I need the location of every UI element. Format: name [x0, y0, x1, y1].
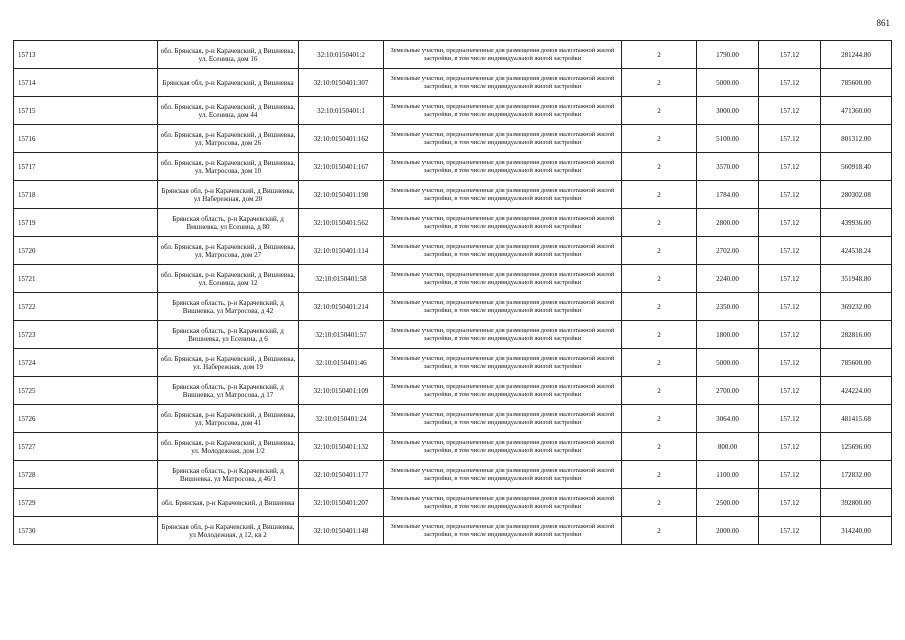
- row-land-use: Земельные участки, предназначенные для размещения домов малоэтажной жилой застройки, в том числе индивидуальной жилой застройки: [384, 321, 622, 349]
- row-cadastral-number: 32:10:0150401:57: [299, 321, 384, 349]
- row-cadastral-number: 32:10:0150401:132: [299, 433, 384, 461]
- row-group: 2: [622, 181, 697, 209]
- row-area: 2500.00: [697, 489, 759, 517]
- row-rate: 157.12: [759, 97, 821, 125]
- row-cadastral-value: 424224.00: [821, 377, 892, 405]
- row-rate: 157.12: [759, 181, 821, 209]
- row-land-use: Земельные участки, предназначенные для размещения домов малоэтажной жилой застройки, в том числе индивидуальной жилой застройки: [384, 349, 622, 377]
- row-cadastral-value: 439936.00: [821, 209, 892, 237]
- row-id: 15718: [14, 181, 158, 209]
- row-cadastral-number: 32:10:0150401:214: [299, 293, 384, 321]
- row-area: 5100.00: [697, 125, 759, 153]
- row-id: 15725: [14, 377, 158, 405]
- row-address: Брянская область, р-н Карачевский, д Вишневка, ул Есенина, д 6: [158, 321, 299, 349]
- row-id: 15729: [14, 489, 158, 517]
- row-land-use: Земельные участки, предназначенные для размещения домов малоэтажной жилой застройки, в том числе индивидуальной жилой застройки: [384, 517, 622, 545]
- table-row: [14, 153, 892, 181]
- row-cadastral-number: 32:10:0150401:114: [299, 237, 384, 265]
- row-area: 2000.00: [697, 517, 759, 545]
- row-cadastral-number: 32:10:0150401:24: [299, 405, 384, 433]
- row-area: 5000.00: [697, 69, 759, 97]
- row-land-use: Земельные участки, предназначенные для размещения домов малоэтажной жилой застройки, в том числе индивидуальной жилой застройки: [384, 461, 622, 489]
- row-group: 2: [622, 125, 697, 153]
- row-area: 1790.00: [697, 41, 759, 69]
- row-address: Брянская обл, р-н Карачевский, д Вишневка, ул Набережная, дом 20: [158, 181, 299, 209]
- page-number: 861: [876, 18, 890, 28]
- row-group: 2: [622, 377, 697, 405]
- row-address: Брянская область, р-н Карачевский, д Вишневка, ул Матросова, д 42: [158, 293, 299, 321]
- table-row: [14, 321, 892, 349]
- row-id: 15727: [14, 433, 158, 461]
- row-rate: 157.12: [759, 69, 821, 97]
- row-cadastral-number: 32:10:0150401:2: [299, 41, 384, 69]
- row-id: 15719: [14, 209, 158, 237]
- row-land-use: Земельные участки, предназначенные для размещения домов малоэтажной жилой застройки, в том числе индивидуальной жилой застройки: [384, 377, 622, 405]
- row-cadastral-number: 32:10:0150401:207: [299, 489, 384, 517]
- table-row: [14, 97, 892, 125]
- row-area: 3064.00: [697, 405, 759, 433]
- row-land-use: Земельные участки, предназначенные для размещения домов малоэтажной жилой застройки, в том числе индивидуальной жилой застройки: [384, 489, 622, 517]
- row-land-use: Земельные участки, предназначенные для размещения домов малоэтажной жилой застройки, в том числе индивидуальной жилой застройки: [384, 433, 622, 461]
- row-cadastral-value: 369232.00: [821, 293, 892, 321]
- row-id: 15715: [14, 97, 158, 125]
- row-rate: 157.12: [759, 461, 821, 489]
- row-area: 3000.00: [697, 97, 759, 125]
- row-address: Брянская область, р-н Карачевский, д Вишневка, ул Есенина, д 80: [158, 209, 299, 237]
- row-rate: 157.12: [759, 209, 821, 237]
- row-cadastral-value: 125696.00: [821, 433, 892, 461]
- row-group: 2: [622, 153, 697, 181]
- row-id: 15721: [14, 265, 158, 293]
- table-row: [14, 181, 892, 209]
- row-land-use: Земельные участки, предназначенные для размещения домов малоэтажной жилой застройки, в том числе индивидуальной жилой застройки: [384, 69, 622, 97]
- row-area: 2702.00: [697, 237, 759, 265]
- row-cadastral-number: 32:10:0150401:46: [299, 349, 384, 377]
- row-rate: 157.12: [759, 265, 821, 293]
- row-land-use: Земельные участки, предназначенные для размещения домов малоэтажной жилой застройки, в том числе индивидуальной жилой застройки: [384, 97, 622, 125]
- row-group: 2: [622, 209, 697, 237]
- table-row: [14, 265, 892, 293]
- row-group: 2: [622, 489, 697, 517]
- row-land-use: Земельные участки, предназначенные для размещения домов малоэтажной жилой застройки, в том числе индивидуальной жилой застройки: [384, 265, 622, 293]
- row-area: 1784.00: [697, 181, 759, 209]
- cadastral-value-table: [13, 40, 892, 545]
- row-id: 15720: [14, 237, 158, 265]
- row-cadastral-number: 32:10:0150401:109: [299, 377, 384, 405]
- row-address: обл. Брянская, р-н Карачевский, д Вишневка, ул. Матросова, дом 41: [158, 405, 299, 433]
- row-rate: 157.12: [759, 405, 821, 433]
- row-rate: 157.12: [759, 517, 821, 545]
- row-cadastral-value: 172832.00: [821, 461, 892, 489]
- row-cadastral-value: 785600.00: [821, 69, 892, 97]
- table-row: [14, 41, 892, 69]
- row-cadastral-value: 424538.24: [821, 237, 892, 265]
- row-cadastral-number: 32:10:0150401:562: [299, 209, 384, 237]
- row-cadastral-value: 282816.00: [821, 321, 892, 349]
- row-id: 15728: [14, 461, 158, 489]
- row-cadastral-number: 32:10:0150401:1: [299, 97, 384, 125]
- row-land-use: Земельные участки, предназначенные для размещения домов малоэтажной жилой застройки, в том числе индивидуальной жилой застройки: [384, 237, 622, 265]
- row-area: 2240.00: [697, 265, 759, 293]
- row-cadastral-value: 280302.08: [821, 181, 892, 209]
- row-area: 2700.00: [697, 377, 759, 405]
- row-rate: 157.12: [759, 293, 821, 321]
- row-group: 2: [622, 265, 697, 293]
- row-address: обл. Брянская, р-н Карачевский, д Вишневка, ул. Есенина, дом 12: [158, 265, 299, 293]
- row-cadastral-value: 801312.00: [821, 125, 892, 153]
- table-row: [14, 405, 892, 433]
- row-id: 15723: [14, 321, 158, 349]
- row-land-use: Земельные участки, предназначенные для размещения домов малоэтажной жилой застройки, в том числе индивидуальной жилой застройки: [384, 405, 622, 433]
- row-group: 2: [622, 41, 697, 69]
- row-address: обл. Брянская, р-н Карачевский, д Вишневка, ул. Есенина, дом 16: [158, 41, 299, 69]
- row-id: 15724: [14, 349, 158, 377]
- table-row: [14, 461, 892, 489]
- row-address: обл. Брянская, р-н Карачевский, д Вишневка, ул. Молодежная, дом 1/2: [158, 433, 299, 461]
- row-address: Брянская обл, р-н Карачевский, д Вишневка: [158, 69, 299, 97]
- table-row: [14, 517, 892, 545]
- row-cadastral-number: 32:10:0150401:148: [299, 517, 384, 545]
- row-cadastral-number: 32:10:0150401:162: [299, 125, 384, 153]
- table-row: [14, 377, 892, 405]
- row-address: обл. Брянская, р-н Карачевский, д Вишневка, ул. Набережная, дом 19: [158, 349, 299, 377]
- table-row: [14, 433, 892, 461]
- row-rate: 157.12: [759, 489, 821, 517]
- row-address: обл. Брянская, р-н Карачевский, д Вишневка, ул. Есенина, дом 44: [158, 97, 299, 125]
- row-rate: 157.12: [759, 321, 821, 349]
- row-cadastral-number: 32:10:0150401:167: [299, 153, 384, 181]
- row-id: 15713: [14, 41, 158, 69]
- row-id: 15717: [14, 153, 158, 181]
- table-body: [14, 41, 892, 545]
- row-rate: 157.12: [759, 125, 821, 153]
- row-cadastral-value: 481415.68: [821, 405, 892, 433]
- row-cadastral-number: 32:10:0150401:58: [299, 265, 384, 293]
- row-cadastral-number: 32:10:0150401:177: [299, 461, 384, 489]
- row-group: 2: [622, 293, 697, 321]
- row-cadastral-value: 392800.00: [821, 489, 892, 517]
- row-address: обл. Брянская, р-н Карачевский, д Вишневка, ул. Матросова, дом 26: [158, 125, 299, 153]
- row-cadastral-number: 32:10:0150401:198: [299, 181, 384, 209]
- table-row: [14, 349, 892, 377]
- row-cadastral-value: 314240.00: [821, 517, 892, 545]
- row-group: 2: [622, 237, 697, 265]
- row-group: 2: [622, 461, 697, 489]
- table-row: [14, 293, 892, 321]
- row-area: 2800.00: [697, 209, 759, 237]
- row-group: 2: [622, 405, 697, 433]
- row-group: 2: [622, 349, 697, 377]
- table-row: [14, 69, 892, 97]
- row-address: обл. Брянская, р-н Карачевский, д Вишневка, ул. Матросова, дом 10: [158, 153, 299, 181]
- row-land-use: Земельные участки, предназначенные для размещения домов малоэтажной жилой застройки, в том числе индивидуальной жилой застройки: [384, 181, 622, 209]
- row-rate: 157.12: [759, 41, 821, 69]
- table-row: [14, 489, 892, 517]
- row-group: 2: [622, 69, 697, 97]
- row-cadastral-value: 785600.00: [821, 349, 892, 377]
- row-id: 15730: [14, 517, 158, 545]
- row-address: обл. Брянская, р-н Карачевский, д Вишневка: [158, 489, 299, 517]
- row-group: 2: [622, 433, 697, 461]
- row-id: 15716: [14, 125, 158, 153]
- row-id: 15714: [14, 69, 158, 97]
- row-area: 2350.00: [697, 293, 759, 321]
- row-group: 2: [622, 97, 697, 125]
- row-cadastral-number: 32:10:0150401:307: [299, 69, 384, 97]
- row-area: 1800.00: [697, 321, 759, 349]
- row-group: 2: [622, 517, 697, 545]
- row-cadastral-value: 351948.80: [821, 265, 892, 293]
- row-area: 800.00: [697, 433, 759, 461]
- row-address: Брянская область, р-н Карачевский, д Вишневка, ул Матросова, д 17: [158, 377, 299, 405]
- row-cadastral-value: 281244.80: [821, 41, 892, 69]
- row-id: 15722: [14, 293, 158, 321]
- row-land-use: Земельные участки, предназначенные для размещения домов малоэтажной жилой застройки, в том числе индивидуальной жилой застройки: [384, 293, 622, 321]
- row-cadastral-value: 471360.00: [821, 97, 892, 125]
- row-land-use: Земельные участки, предназначенные для размещения домов малоэтажной жилой застройки, в том числе индивидуальной жилой застройки: [384, 41, 622, 69]
- row-area: 1100.00: [697, 461, 759, 489]
- row-cadastral-value: 560918.40: [821, 153, 892, 181]
- row-rate: 157.12: [759, 349, 821, 377]
- row-land-use: Земельные участки, предназначенные для размещения домов малоэтажной жилой застройки, в том числе индивидуальной жилой застройки: [384, 209, 622, 237]
- row-land-use: Земельные участки, предназначенные для размещения домов малоэтажной жилой застройки, в том числе индивидуальной жилой застройки: [384, 153, 622, 181]
- table-row: [14, 237, 892, 265]
- row-area: 3570.00: [697, 153, 759, 181]
- row-rate: 157.12: [759, 433, 821, 461]
- row-id: 15726: [14, 405, 158, 433]
- row-rate: 157.12: [759, 377, 821, 405]
- row-rate: 157.12: [759, 153, 821, 181]
- row-area: 5000.00: [697, 349, 759, 377]
- row-land-use: Земельные участки, предназначенные для размещения домов малоэтажной жилой застройки, в том числе индивидуальной жилой застройки: [384, 125, 622, 153]
- table-row: [14, 209, 892, 237]
- row-address: Брянская область, р-н Карачевский, д Вишневка, ул Матросова, д 46/1: [158, 461, 299, 489]
- row-address: обл. Брянская, р-н Карачевский, д Вишневка, ул. Матросова, дом 27: [158, 237, 299, 265]
- row-group: 2: [622, 321, 697, 349]
- row-address: Брянская обл, р-н Карачевский, д Вишневка, ул Молодежная, д 12, кв 2: [158, 517, 299, 545]
- row-rate: 157.12: [759, 237, 821, 265]
- table-row: [14, 125, 892, 153]
